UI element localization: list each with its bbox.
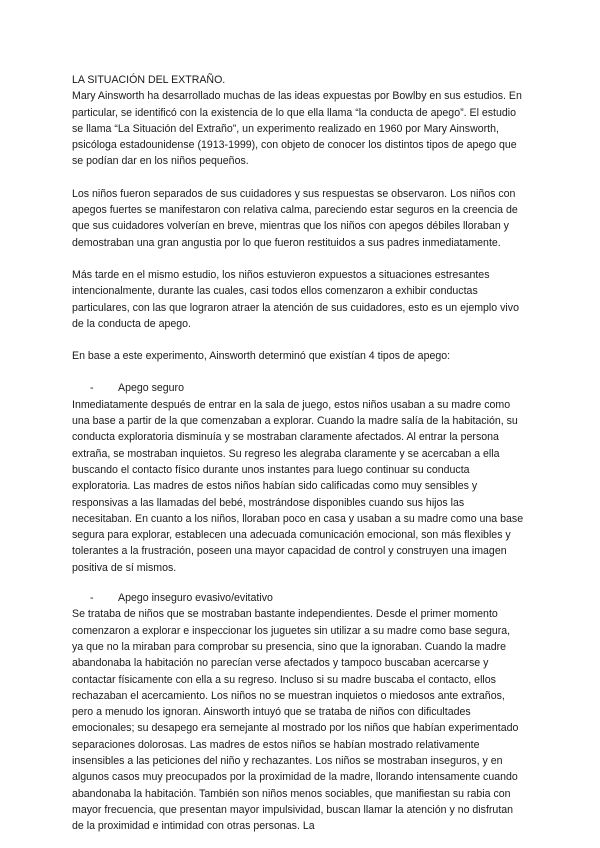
section-body-avoidant: Se trataba de niños que se mostraban bastante independientes. Desde el primer momento comenzaron a explorar e inspeccionar los juguetes sin utilizar a su madre como base segura, ya que no la miraban para comprobar su presencia, sino que la ignoraban. Cuando la madre abandonaba la habitación no parecían verse afectados y tampoco buscaban acercarse y contactar físicamente con ella a su regreso. Incluso si su madre buscaba el contacto, ellos rechazaban el acercamiento. Los niños no se muestran inquietos o miedosos ante extraños, pero a menudo los ignoran. Ainsworth intuyó que se trataba de niños con dificultades emocionales; su desapego era semejante al mostrado por los niños que habían experimentado separaciones dolorosas. Las madres de estos niños se habían mostrado relativamente insensibles a las peticiones del niño y rechazantes. Los niños se mostraban inseguros, y en algunos casos muy preocupados por la proximidad de la madre, llorando intensamente cuando abandonaba la habitación. También son niños menos sociables, que manifiestan su rabia con mayor frecuencia, que presentan mayor impulsividad, buscan llamar la atención y no disfrutan de la proximidad e intimidad con otras personas. La [72, 608, 519, 833]
attachment-types-intro: En base a este experimento, Ainsworth determinó que existían 4 tipos de apego: [72, 350, 451, 363]
separation-paragraph: Los niños fueron separados de sus cuidadores y sus respuestas se observaron. Los niños con apegos fuertes se manifestaron con relativa calma, pareciendo estar seguros en la creencia de que sus cuidadores volverían en breve, mientras que los niños con apegos débiles lloraban y demostraban una gran angustia por lo que fueron restituidos a sus padres inmediatamente. [72, 187, 518, 249]
bullet-dash: - [90, 382, 94, 395]
intro-paragraph: Mary Ainsworth ha desarrollado muchas de las ideas expuestas por Bowlby en sus estudios. En particular, se identificó con la existencia de lo que ella llama “la conducta de apego”. El estudio se llama “La Situación del Extraño”, un experimento realizado en 1960 por Mary Ainsworth, psicóloga estadounidense (1913-1999), con objeto de conocer los distintos tipos de apego que se podían dar en los niños pequeños. [72, 90, 522, 168]
heading-text: Apego inseguro evasivo/evitativo [118, 592, 273, 605]
heading-text: Apego seguro [118, 382, 184, 395]
document-title: LA SITUACIÓN DEL EXTRAÑO. [72, 74, 226, 86]
stress-paragraph: Más tarde en el mismo estudio, los niños estuvieron expuestos a situaciones estresantes intencionalmente, durante las cuales, casi todos ellos comenzaron a exhibir conductas particulares, con las que lograron atraer la atención de sus cuidadores, esto es un ejemplo vivo de la conducta de apego. [72, 268, 519, 330]
section-heading-secure [72, 380, 524, 396]
section-heading-avoidant [72, 590, 524, 606]
bullet-dash: - [90, 592, 94, 605]
section-body-secure: Inmediatamente después de entrar en la sala de juego, estos niños usaban a su madre como una base a partir de la que comenzaban a explorar. Cuando la madre salía de la habitación, su conducta exploratoria disminuía y se mostraban claramente afectados. Al entrar la persona extraña, se mostraban inquietos. Su regreso les alegraba claramente y se acercaban a ella buscando el contacto físico durante unos instantes para luego continuar su conducta exploratoria. Las madres de estos niños habían sido calificadas como muy sensibles y responsivas a las llamadas del bebé, mostrándose disponibles cuando sus hijos las necesitaban. En cuanto a los niños, lloraban poco en casa y usaban a su madre como una base segura para explorar, establecen una adecuada comunicación emocional, son más flexibles y tolerantes a la frustración, poseen una mayor capacidad de control y construyen una imagen positiva de sí mismos. [72, 398, 524, 574]
